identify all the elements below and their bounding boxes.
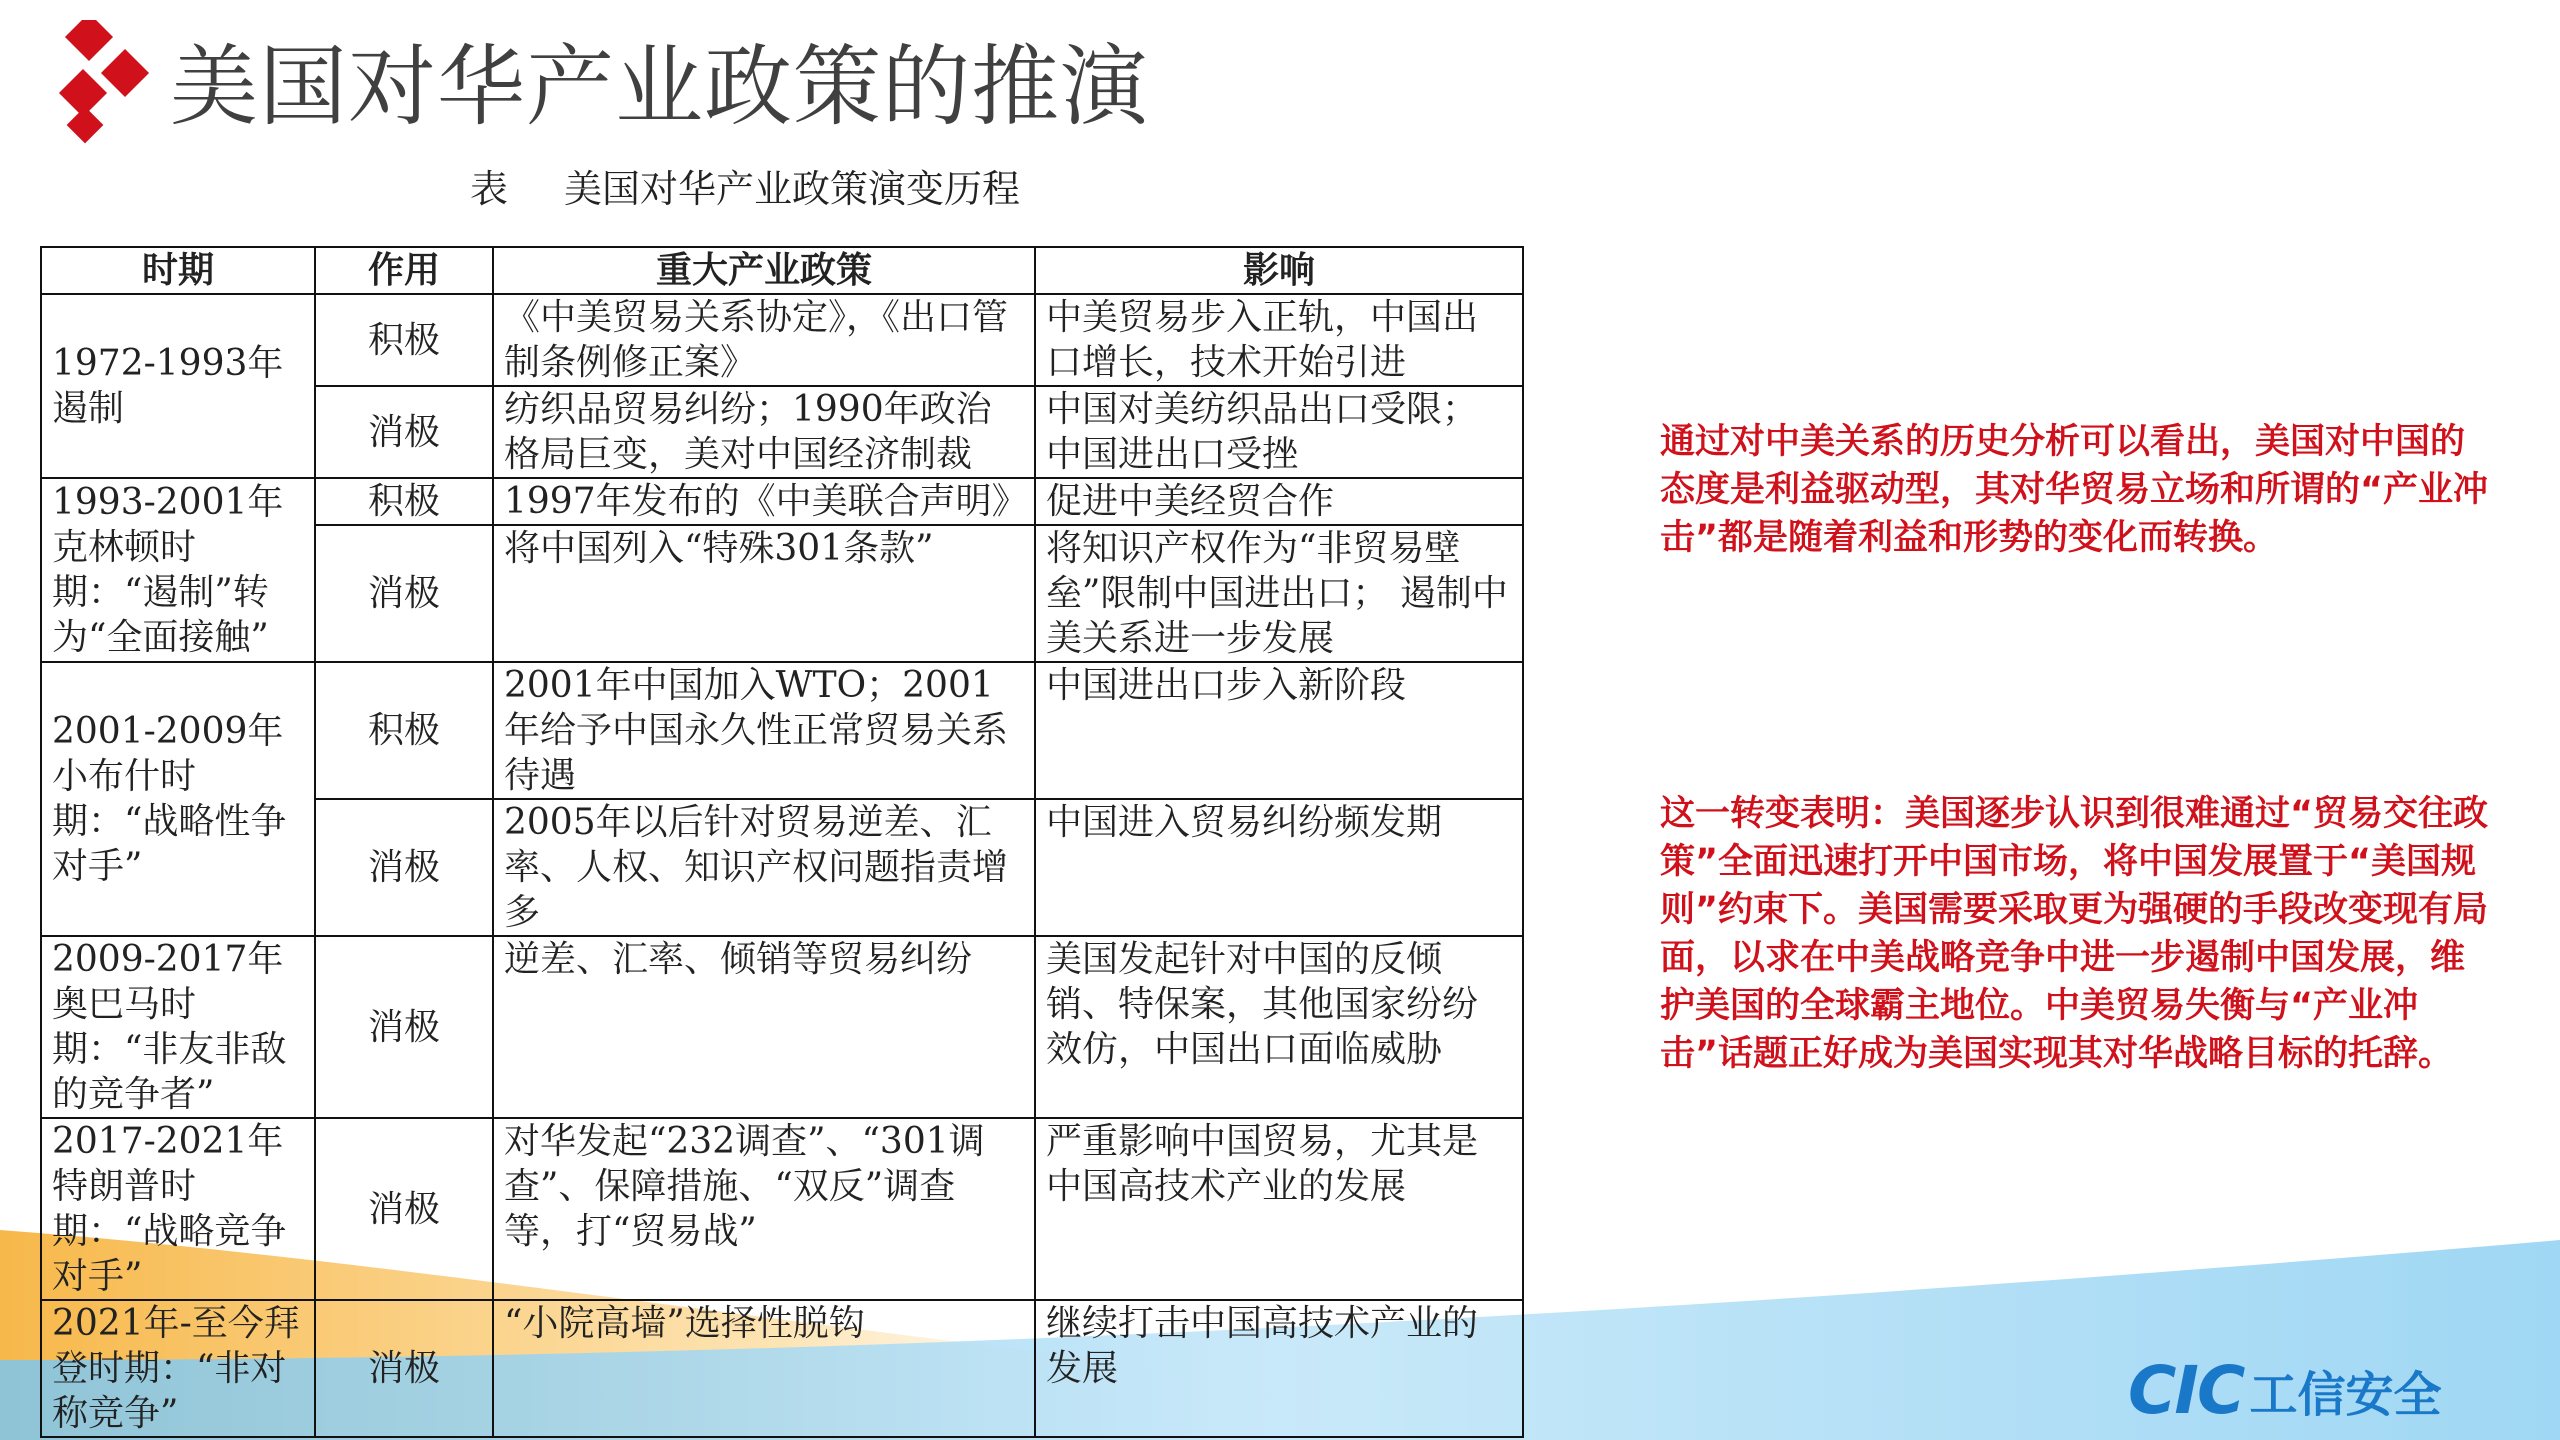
policy-cell: 纺织品贸易纠纷；1990年政治格局巨变，美对中国经济制裁 — [493, 386, 1035, 478]
effect-cell: 消极 — [315, 525, 493, 662]
brand-logo-cn: 工信安全 — [2249, 1367, 2442, 1423]
brand-logo-latin: CIC — [2128, 1352, 2244, 1429]
analysis-paragraph-1: 通过对中美关系的历史分析可以看出，美国对中国的态度是利益驱动型，其对华贸易立场和所谓的“产业冲击”都是随着利益和形势的变化而转换。 — [1660, 422, 2489, 558]
table-row — [41, 478, 1523, 525]
policy-cell: 2005年以后针对贸易逆差、汇率、人权、知识产权问题指责增多 — [493, 799, 1035, 936]
effect-cell: 积极 — [315, 294, 493, 386]
effect-cell: 积极 — [315, 478, 493, 525]
table-row — [41, 662, 1523, 799]
impact-cell: 促进中美经贸合作 — [1035, 478, 1523, 525]
effect-cell: 消极 — [315, 799, 493, 936]
policy-cell: 将中国列入“特殊301条款” — [493, 525, 1035, 662]
period-cell: 2009-2017年奥巴马时期：“非友非敌的竞争者” — [41, 936, 315, 1118]
impact-cell: 继续打击中国高技术产业的发展 — [1035, 1300, 1523, 1437]
policy-cell: 《中美贸易关系协定》，《出口管制条例修正案》 — [493, 294, 1035, 386]
impact-cell: 将知识产权作为“非贸易壁垒”限制中国进出口； 遏制中美关系进一步发展 — [1035, 525, 1523, 662]
diamond-logo-icon — [52, 20, 162, 150]
effect-cell: 消极 — [315, 386, 493, 478]
period-cell: 2001-2009年小布什时期：“战略性争对手” — [41, 662, 315, 936]
policy-table — [40, 246, 1524, 1438]
policy-cell: 2001年中国加入WTO；2001年给予中国永久性正常贸易关系待遇 — [493, 662, 1035, 799]
effect-cell: 消极 — [315, 1118, 493, 1300]
table-row — [41, 294, 1523, 386]
period-cell: 2017-2021年特朗普时期：“战略竞争对手” — [41, 1118, 315, 1300]
effect-cell: 消极 — [315, 936, 493, 1118]
table-row — [41, 1118, 1523, 1300]
header-period: 时期 — [41, 247, 315, 294]
table-row — [41, 1300, 1523, 1437]
policy-cell: 逆差、汇率、倾销等贸易纠纷 — [493, 936, 1035, 1118]
analysis-paragraph-2: 这一转变表明：美国逐步认识到很难通过“贸易交往政策”全面迅速打开中国市场，将中国发展置于“美国规则”约束下。美国需要采取更为强硬的手段改变现有局面，以求在中美战略竞争中进一步遏制中国发展，维护美国的全球霸主地位。中美贸易失衡与“产业冲击”话题正好成为美国实现其对华战略目标的托辞。 — [1660, 794, 2489, 1074]
impact-cell: 中美贸易步入正轨，中国出口增长，技术开始引进 — [1035, 294, 1523, 386]
impact-cell: 中国对美纺织品出口受限；中国进出口受挫 — [1035, 386, 1523, 478]
caption-text: 美国对华产业政策演变历程 — [564, 167, 1021, 211]
impact-cell: 严重影响中国贸易，尤其是中国高技术产业的发展 — [1035, 1118, 1523, 1300]
brand-logo — [2128, 1352, 2441, 1429]
caption-label: 表 — [470, 167, 509, 211]
slide-title: 美国对华产业政策的推演 — [170, 35, 1150, 138]
policy-cell: “小院高墙”选择性脱钩 — [493, 1300, 1035, 1437]
period-cell: 2021年-至今拜登时期：“非对称竞争” — [41, 1300, 315, 1437]
policy-cell: 对华发起“232调查”、“301调查”、保障措施、“双反”调查等，打“贸易战” — [493, 1118, 1035, 1300]
impact-cell: 中国进出口步入新阶段 — [1035, 662, 1523, 799]
policy-cell: 1997年发布的《中美联合声明》 — [493, 478, 1035, 525]
period-cell: 1993-2001年克林顿时期：“遏制”转为“全面接触” — [41, 478, 315, 662]
table-row — [41, 936, 1523, 1118]
header-effect: 作用 — [315, 247, 493, 294]
table-caption — [470, 158, 1020, 213]
impact-cell: 美国发起针对中国的反倾销、特保案，其他国家纷纷效仿，中国出口面临威胁 — [1035, 936, 1523, 1118]
impact-cell: 中国进入贸易纠纷频发期 — [1035, 799, 1523, 936]
table-header-row — [41, 247, 1523, 294]
period-cell: 1972-1993年遏制 — [41, 294, 315, 478]
effect-cell: 积极 — [315, 662, 493, 799]
effect-cell: 消极 — [315, 1300, 493, 1437]
header-policy: 重大产业政策 — [493, 247, 1035, 294]
header-impact: 影响 — [1035, 247, 1523, 294]
